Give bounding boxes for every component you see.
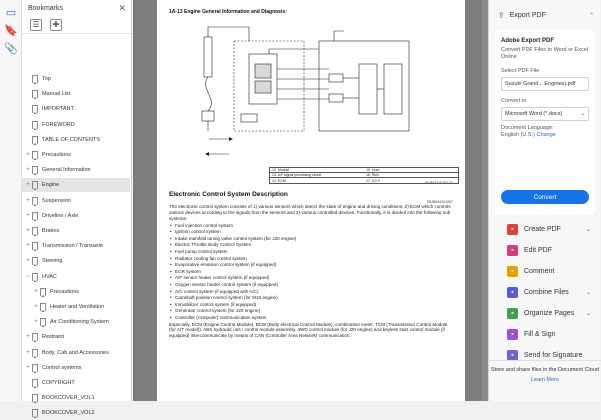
bookmark-item[interactable] — [22, 330, 130, 344]
bookmark-icon — [40, 288, 46, 296]
diagram-legend — [269, 167, 459, 184]
selected-file-field[interactable]: Suzuki Grand... Engines).pdf — [501, 77, 589, 91]
bookmark-item[interactable] — [22, 102, 130, 116]
bookmark-item[interactable] — [22, 285, 130, 299]
bookmark-label: Transmission / Transaxle — [42, 243, 103, 250]
change-language-link[interactable]: Change — [536, 132, 556, 138]
card-title: Adobe Export PDF — [501, 38, 555, 44]
organize-pages-icon: ▪ — [507, 308, 518, 319]
list-item: • Intake manifold tuning valve control system (for J20 engine) — [169, 236, 453, 243]
send-signature-icon: ▪ — [507, 350, 518, 361]
bookmark-icon — [32, 181, 38, 189]
expand-toggle[interactable]: + — [26, 197, 30, 204]
chevron-down-icon[interactable]: ⌄ — [585, 310, 591, 317]
list-item: • Camshaft position control system (for M16 engine) — [169, 295, 453, 302]
bookmark-item[interactable] — [22, 376, 130, 390]
tool-item[interactable] — [495, 324, 595, 344]
bookmarks-header — [22, 0, 131, 16]
bookmark-icon — [32, 75, 38, 83]
list-item: • Evaporative emission control system (if equipped) — [169, 262, 453, 269]
tool-item[interactable] — [495, 219, 595, 239]
document-language: Document Language: English (U.S.) Change — [501, 125, 556, 138]
legend-row: 12. Module 15. Lean — [270, 168, 458, 173]
bookmark-item[interactable] — [22, 239, 130, 253]
tool-item[interactable] — [495, 282, 595, 302]
comment-icon: ▪ — [507, 266, 518, 277]
section-title: Electronic Control System Description — [169, 191, 288, 198]
new-bookmark-icon[interactable]: ✚ — [50, 19, 62, 31]
bookmark-icon — [32, 212, 38, 220]
list-item: • Controller (computer) communication system — [169, 315, 453, 322]
bookmark-item[interactable] — [22, 163, 130, 177]
convert-to-label: Convert to — [501, 98, 527, 104]
bookmark-item[interactable] — [22, 346, 130, 360]
select-file-label: Select PDF File — [501, 68, 540, 74]
bookmark-item[interactable] — [22, 72, 130, 86]
bookmark-label: Steering — [42, 258, 63, 265]
attachments-icon[interactable]: 📎 — [4, 43, 18, 55]
expand-toggle[interactable]: + — [26, 334, 30, 341]
tool-label: Create PDF — [524, 225, 561, 233]
edit-pdf-icon: ▪ — [507, 245, 518, 256]
tool-item[interactable] — [495, 303, 595, 323]
legend-row: 13. A/F signal processing circuit 16. Rich — [270, 173, 458, 178]
export-pdf-icon: ⇪ — [498, 10, 505, 20]
chevron-down-icon[interactable]: ⌄ — [585, 226, 591, 233]
list-item: • Fuel pump control system — [169, 249, 453, 256]
wiring-diagram — [169, 19, 429, 183]
bookmarks-icon[interactable]: 🔖 — [4, 25, 18, 37]
bookmark-label: Control systems — [42, 364, 82, 371]
bookmark-item[interactable] — [22, 133, 130, 147]
bookmark-icon — [32, 273, 38, 281]
bookmark-icon — [32, 121, 38, 129]
bookmark-label: IMPORTANT — [42, 106, 74, 113]
tool-label: Combine Files — [524, 288, 569, 296]
export-pdf-card — [495, 30, 595, 215]
chevron-down-icon[interactable]: ⌄ — [585, 289, 591, 296]
bookmark-label: TABLE OF CONTENTS — [42, 136, 100, 143]
expand-toggle[interactable]: − — [26, 273, 30, 280]
bookmark-item[interactable] — [22, 118, 130, 132]
expand-toggle[interactable]: + — [34, 288, 38, 295]
tool-label: Fill & Sign — [524, 330, 556, 338]
bookmark-icon — [32, 409, 38, 417]
bookmark-item[interactable] — [22, 254, 130, 268]
expand-toggle[interactable]: + — [26, 182, 30, 189]
export-pdf-header[interactable] — [489, 0, 600, 30]
bookmark-icon — [32, 364, 38, 372]
page-thumbnails-icon[interactable]: ▭ — [5, 7, 17, 19]
bookmark-icon — [40, 303, 46, 311]
bookmark-item[interactable] — [22, 209, 130, 223]
combine-files-icon: ▪ — [507, 287, 518, 298]
list-item: • A/C control system (if equipped with A/C) — [169, 289, 453, 296]
bookmark-label: Heater and Ventilation — [50, 304, 105, 310]
bookmarks-title: Bookmarks — [28, 4, 64, 12]
bookmark-item[interactable] — [22, 361, 130, 375]
options-icon[interactable]: ☰ — [30, 19, 42, 31]
expand-toggle[interactable]: + — [26, 228, 30, 234]
wiring-diagram-drawing — [169, 19, 429, 169]
bookmark-label: BOOKCOVER_VOL2 — [42, 410, 95, 417]
bookmark-item[interactable] — [22, 300, 130, 314]
outro-paragraph: Especially, ECM (Engine Control Module), BCM (Body electrical Control Module), combination meter, TCM (Transmission Control Module (for A/T model)), ABS hydraulic unit / control module assembly, 4WD control module (for J20 engine) and keyless start control module (if equipped) intercommunicate by means of CAN (Controller Area Network) communication. — [169, 321, 448, 339]
bookmark-item[interactable] — [22, 270, 130, 284]
bookmark-icon — [40, 318, 46, 326]
bookmark-icon — [32, 242, 38, 250]
bookmark-icon — [32, 151, 38, 159]
bookmark-icon — [32, 136, 38, 144]
bookmark-icon — [32, 349, 38, 357]
close-icon[interactable]: ✕ — [118, 2, 126, 13]
bookmark-label: Driveline / Axle — [42, 212, 79, 219]
expand-toggle[interactable]: + — [34, 319, 38, 326]
intro-paragraph: The electronic control system consists of 1) various sensors which detect the state of engine and driving conditions, 2) ECM which controls various devices according to the signals from the sensors and 3) various controlled devices. Functionally, it is divided into the following sub systems: — [169, 204, 451, 222]
bookmark-label: Precautions — [42, 152, 72, 158]
card-description: Convert PDF Files to Word or Excel Online — [501, 47, 589, 60]
bookmark-label: Brakes — [42, 228, 60, 234]
expand-toggle[interactable]: + — [26, 152, 30, 158]
bookmark-label: COPYRIGHT — [42, 380, 75, 386]
bookmarks-toolbar — [22, 16, 131, 34]
expand-toggle[interactable]: + — [26, 349, 30, 356]
bookmark-label: Precautions — [50, 288, 80, 295]
bookmark-icon — [32, 166, 38, 174]
convert-button[interactable]: Convert — [501, 190, 589, 204]
bookmark-item[interactable] — [22, 315, 130, 329]
expand-toggle[interactable]: + — [26, 167, 30, 174]
chevron-up-icon[interactable]: ⌃ — [588, 12, 594, 19]
list-item: • Oxygen sensor heater control system (if equipped) — [169, 282, 453, 289]
bookmarks-panel — [22, 0, 132, 417]
bookmark-label: Manual List — [42, 91, 71, 98]
page-header: 1A-13 Engine General Information and Diagnosis: — [169, 9, 287, 15]
convert-format-select[interactable]: Microsoft Word (*.docx) ⌄ — [501, 107, 589, 121]
tools-pane — [488, 0, 600, 401]
create-pdf-icon: ▪ — [507, 224, 518, 235]
bookmark-item[interactable] — [22, 391, 130, 405]
export-pdf-title: Export PDF — [509, 11, 546, 19]
tool-label: Organize Pages — [524, 309, 575, 317]
list-item: • Generator control system (for J20 engine) — [169, 308, 453, 315]
bookmark-label: Air Conditioning System — [50, 319, 109, 326]
bookmark-item[interactable] — [22, 194, 130, 208]
bookmark-item[interactable] — [22, 406, 130, 420]
list-item: • A/F sensor heater control system (if equipped) — [169, 275, 453, 282]
left-tool-rail — [0, 0, 22, 401]
list-item: • Immobilizer control system (if equipped) — [169, 302, 453, 309]
figure-code: I5LB0A110187-01 — [425, 181, 453, 185]
bookmark-item[interactable] — [22, 178, 130, 192]
bookmark-label: Body, Cab and Accessories — [42, 349, 109, 356]
list-item: • Fuel injection control system — [169, 223, 453, 230]
tool-label: Send for Signature — [524, 351, 583, 359]
document-view[interactable] — [133, 0, 488, 401]
learn-more-link[interactable]: Learn More — [530, 377, 560, 383]
document-cloud-promo: Store and share files in the Document Cloud Learn More — [489, 360, 601, 401]
bookmark-item[interactable] — [22, 224, 130, 238]
bookmark-label: Top — [42, 76, 51, 82]
list-item: • Radiator cooling fan control system — [169, 256, 453, 263]
expand-toggle[interactable]: + — [34, 304, 38, 310]
bookmark-label: General Information — [42, 167, 91, 174]
bookmark-icon — [32, 227, 38, 235]
fill-sign-icon: ▪ — [507, 329, 518, 340]
bookmark-label: Restraint — [42, 334, 65, 341]
list-item: • EGR system — [169, 269, 453, 276]
tool-label: Comment — [524, 267, 555, 275]
chevron-down-icon: ⌄ — [580, 111, 585, 117]
list-item: • Ignition control system — [169, 229, 453, 236]
bookmark-icon — [32, 197, 38, 205]
bookmark-icon — [32, 257, 38, 265]
bookmark-item[interactable] — [22, 148, 130, 162]
bookmark-icon — [32, 333, 38, 341]
tool-item[interactable] — [495, 240, 595, 260]
tool-item[interactable] — [495, 261, 595, 281]
tool-label: Edit PDF — [524, 246, 553, 254]
bookmark-icon — [32, 90, 38, 98]
subsystem-list — [169, 223, 453, 322]
expand-toggle[interactable]: + — [26, 212, 30, 219]
expand-toggle[interactable]: + — [26, 364, 30, 371]
bookmark-label: Engine — [42, 182, 60, 189]
pdf-page — [157, 0, 465, 401]
expand-toggle[interactable]: + — [26, 258, 30, 265]
bookmark-label: BOOKCOVER_VOL1 — [42, 395, 95, 402]
bookmark-label: FOREWORD — [42, 121, 75, 128]
list-item: • Electric Throttle Body Control System — [169, 242, 453, 249]
bookmark-label: HVAC — [42, 273, 57, 280]
expand-toggle[interactable]: + — [26, 243, 30, 250]
bookmark-icon — [32, 379, 38, 387]
bookmark-label: Suspension — [42, 197, 71, 204]
section-code: E5JB0A1101007 — [426, 200, 453, 204]
bookmark-icon — [32, 394, 38, 402]
bookmark-icon — [32, 105, 38, 113]
legend-row: 14. ECM 17. 5.0 V — [272, 178, 381, 183]
bookmark-item[interactable] — [22, 87, 130, 101]
